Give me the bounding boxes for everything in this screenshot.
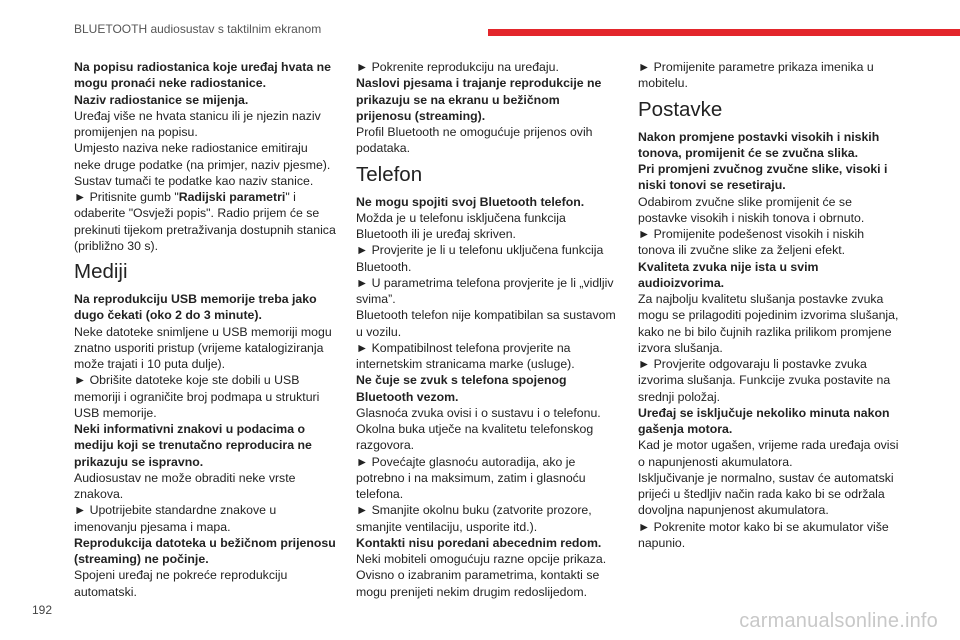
issue-heading: Nakon promjene postavki visokih i niskih tonova, promijenit će se zvučna slika.: [638, 129, 880, 160]
issue-heading: Pri promjeni zvučnog zvučne slike, visoki i niski tonovi se resetiraju.: [638, 162, 888, 193]
paragraph: Profil Bluetooth ne omogućuje prijenos ovih podataka.: [356, 125, 593, 156]
issue-heading: Reprodukcija datoteka u bežičnom prijenosu (streaming) ne počinje.: [74, 535, 336, 566]
paragraph: Bluetooth telefon nije kompatibilan sa sustavom u vozilu.: [356, 308, 616, 339]
issue-heading: Kontakti nisu poredani abecednim redom.: [356, 535, 602, 550]
issue-heading: Kvaliteta zvuka nije ista u svim audioizvorima.: [638, 259, 819, 290]
issue-heading: Na reprodukciju USB memorije treba jako dugo čekati (oko 2 do 3 minute).: [74, 292, 317, 323]
column-middle: [356, 59, 618, 600]
paragraph: Sustav tumači te podatke kao naziv stanice.: [74, 173, 314, 188]
issue-heading: Na popisu radiostanica koje uređaj hvata ne mogu pronaći neke radiostanice.: [74, 60, 331, 91]
paragraph: Kad je motor ugašen, vrijeme rada uređaja ovisi o napunjenosti akumulatora.: [638, 438, 899, 469]
issue-heading: Ne čuje se zvuk s telefona spojenog Bluetooth vezom.: [356, 373, 567, 404]
issue-heading: Ne mogu spojiti svoj Bluetooth telefon.: [356, 194, 585, 209]
section-heading-media: Mediji: [74, 260, 128, 283]
paragraph: Neke datoteke snimljene u USB memoriji mogu znatno usporiti pristup (vrijeme katalogiziranja može trajati i 10 puta dulje).: [74, 324, 332, 371]
issue-heading: Naslovi pjesama i trajanje reprodukcije ne prikazuju se na ekranu u bežičnom prijenosu (streaming).: [356, 76, 602, 123]
page-number: 192: [32, 603, 53, 617]
paragraph: Isključivanje je normalno, sustav će automatski prijeći u štedljiv način rada kako bi se održala dovoljna napunjenost akumulatora.: [638, 470, 894, 518]
watermark: carmanualsonline.info: [739, 610, 938, 632]
column-right: [638, 59, 900, 551]
instruction-paragraph: [74, 189, 336, 254]
paragraph: Glasnoća zvuka ovisi i o sustavu i o telefonu.: [356, 405, 601, 420]
instruction-paragraph: ► Promijenite podešenost visokih i niskih tonova ili zvučne slike za željeni efekt.: [638, 227, 865, 258]
column-left: [74, 59, 336, 600]
instruction-paragraph: ► Provjerite je li u telefonu uključena funkcija Bluetooth.: [356, 243, 604, 274]
paragraph: Možda je u telefonu isključena funkcija Bluetooth ili je uređaj skriven.: [356, 210, 566, 241]
issue-heading: Uređaj se isključuje nekoliko minuta nakon gašenja motora.: [638, 405, 890, 436]
paragraph: Neki mobiteli omogućuju razne opcije prikaza. Ovisno o izabranim parametrima, kontakti se mogu prenijeti nekim drugim redoslijedom.: [356, 552, 607, 599]
instruction-text: ► Pritisnite gumb ": [74, 190, 179, 204]
paragraph: Audiosustav ne može obraditi neke vrste znakova.: [74, 470, 296, 501]
instruction-paragraph: ► Pokrenite motor kako bi se akumulator više napunio.: [638, 519, 889, 550]
instruction-text: " i odaberite "Osvježi popis". Radio prijem će se prekinuti tijekom pretraživanja dostupnih stanica (približno 30 s).: [74, 190, 336, 253]
paragraph: Za najbolju kvalitetu slušanja postavke zvuka mogu se prilagoditi pojedinim izvorima slušanja, kako ne bi bilo čujnih razlika prilikom promjene izvora slušanja.: [638, 292, 899, 355]
instruction-paragraph: ► U parametrima telefona provjerite je li „vidljiv svima”.: [356, 275, 614, 306]
instruction-paragraph: ► Povećajte glasnoću autoradija, ako je potrebno i na maksimum, zatim i glasnoću telefona.: [356, 454, 586, 501]
header-title: BLUETOOTH audiosustav s taktilnim ekranom: [74, 22, 322, 36]
header-accent-bar: [488, 29, 960, 36]
paragraph: Okolna buka utječe na kvalitetu telefonskog razgovora.: [356, 422, 594, 453]
instruction-paragraph: ► Kompatibilnost telefona provjerite na internetskim stranicama marke (usluge).: [356, 340, 575, 371]
paragraph: Umjesto naziva neke radiostanice emitiraju neke druge podatke (na primjer, naziv pjesme).: [74, 141, 331, 172]
instruction-paragraph: ► Smanjite okolnu buku (zatvorite prozore, smanjite ventilaciju, usporite itd.).: [356, 503, 592, 534]
paragraph: Uređaj više ne hvata stanicu ili je njezin naziv promijenjen na popisu.: [74, 108, 321, 139]
paragraph: Spojeni uređaj ne pokreće reprodukciju automatski.: [74, 568, 288, 599]
instruction-paragraph: ► Obrišite datoteke koje ste dobili u USB memoriji i ograničite broj podmapa u strukturi USB memorije.: [74, 373, 320, 420]
radio-parameters-label: Radijski parametri: [178, 190, 286, 204]
section-heading-settings: Postavke: [638, 97, 723, 121]
issue-heading: Neki informativni znakovi u podacima o mediju koji se trenutačno reproducira ne prikazuju se ispravno.: [74, 422, 312, 469]
issue-heading: Naziv radiostanice se mijenja.: [74, 92, 249, 107]
instruction-paragraph: ► Upotrijebite standardne znakove u imenovanju pjesama i mapa.: [74, 503, 277, 534]
instruction-paragraph: ► Provjerite odgovaraju li postavke zvuka izvorima slušanja. Funkcije zvuka postavite na srednji položaj.: [638, 357, 891, 404]
instruction-paragraph: ► Promijenite parametre prikaza imenika u mobitelu.: [638, 60, 874, 91]
paragraph: Odabirom zvučne slike promijenit će se postavke visokih i niskih tonova i obrnuto.: [638, 194, 865, 225]
section-heading-phone: Telefon: [356, 162, 423, 186]
instruction-paragraph: ► Pokrenite reprodukciju na uređaju.: [356, 60, 559, 74]
